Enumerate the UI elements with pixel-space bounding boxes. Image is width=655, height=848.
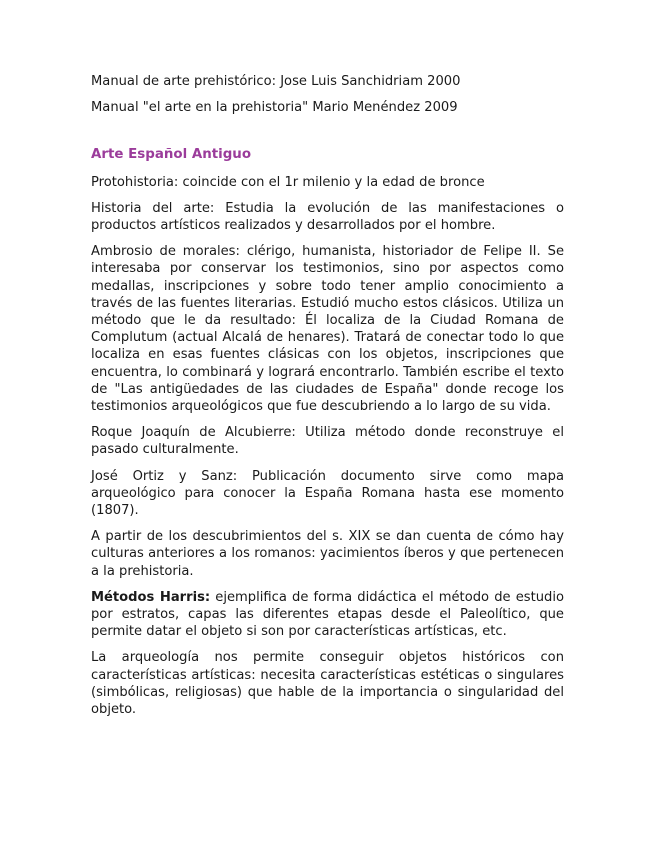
paragraph-harris — [91, 589, 564, 641]
paragraph-roque: Roque Joaquín de Alcubierre: Utiliza método donde reconstruye el pasado culturalmente. — [91, 425, 564, 458]
harris-label: Métodos Harris: — [91, 589, 211, 605]
section-heading: Arte Español Antiguo — [91, 147, 252, 163]
harris-text: ejemplifica de forma didáctica el método de estudio por estratos, capas las diferentes etapas desde el Paleolítico, que permite datar el objeto si son por características artísticas, etc. — [91, 589, 564, 640]
paragraph-ambrosio: Ambrosio de morales: clérigo, humanista, historiador de Felipe II. Se interesaba por conservar los testimonios, sino por aspectos como medallas, inscripciones y sobre todo tener amplio conocimiento a través de las fuentes literarias. Estudió mucho estos clásicos. Utiliza un método que le da resultado: Él localiza de la Ciudad Romana de Complutum (actual Alcalá de henares). Tratará de conectar todo lo que localiza en esas fuentes clásicas con los objetos, inscripciones que encuentra, lo combinará y logrará encontrarlo. También escribe el texto de "Las antigüedades de las ciudades de España" donde recoge los testimonios arqueológicos que fue descubriendo a lo largo de su vida. — [91, 244, 564, 415]
paragraph-jose-ortiz: José Ortiz y Sanz: Publicación documento sirve como mapa arqueológico para conocer la España Romana hasta ese momento (1807). — [91, 468, 564, 519]
paragraph-arqueologia: La arqueología nos permite conseguir objetos históricos con características artísticas: necesita características estéticas o singulares (simbólicas, religiosas) que hable de la importancia o singularidad del objeto. — [91, 650, 564, 718]
paragraph-protohistoria: Protohistoria: coincide con el 1r milenio y la edad de bronce — [91, 174, 485, 190]
document-page — [91, 73, 564, 727]
reference-2: Manual "el arte en la prehistoria" Mario Menéndez 2009 — [91, 100, 458, 116]
paragraph-descubrimientos: A partir de los descubrimientos del s. XIX se dan cuenta de cómo hay culturas anteriores a los romanos: yacimientos íberos y que pertenecen a la prehistoria. — [91, 529, 564, 579]
reference-1: Manual de arte prehistórico: Jose Luis Sanchidriam 2000 — [91, 74, 461, 89]
paragraph-historia-arte: Historia del arte: Estudia la evolución de las manifestaciones o productos artísticos realizados y desarrollados por el hombre. — [91, 200, 564, 234]
